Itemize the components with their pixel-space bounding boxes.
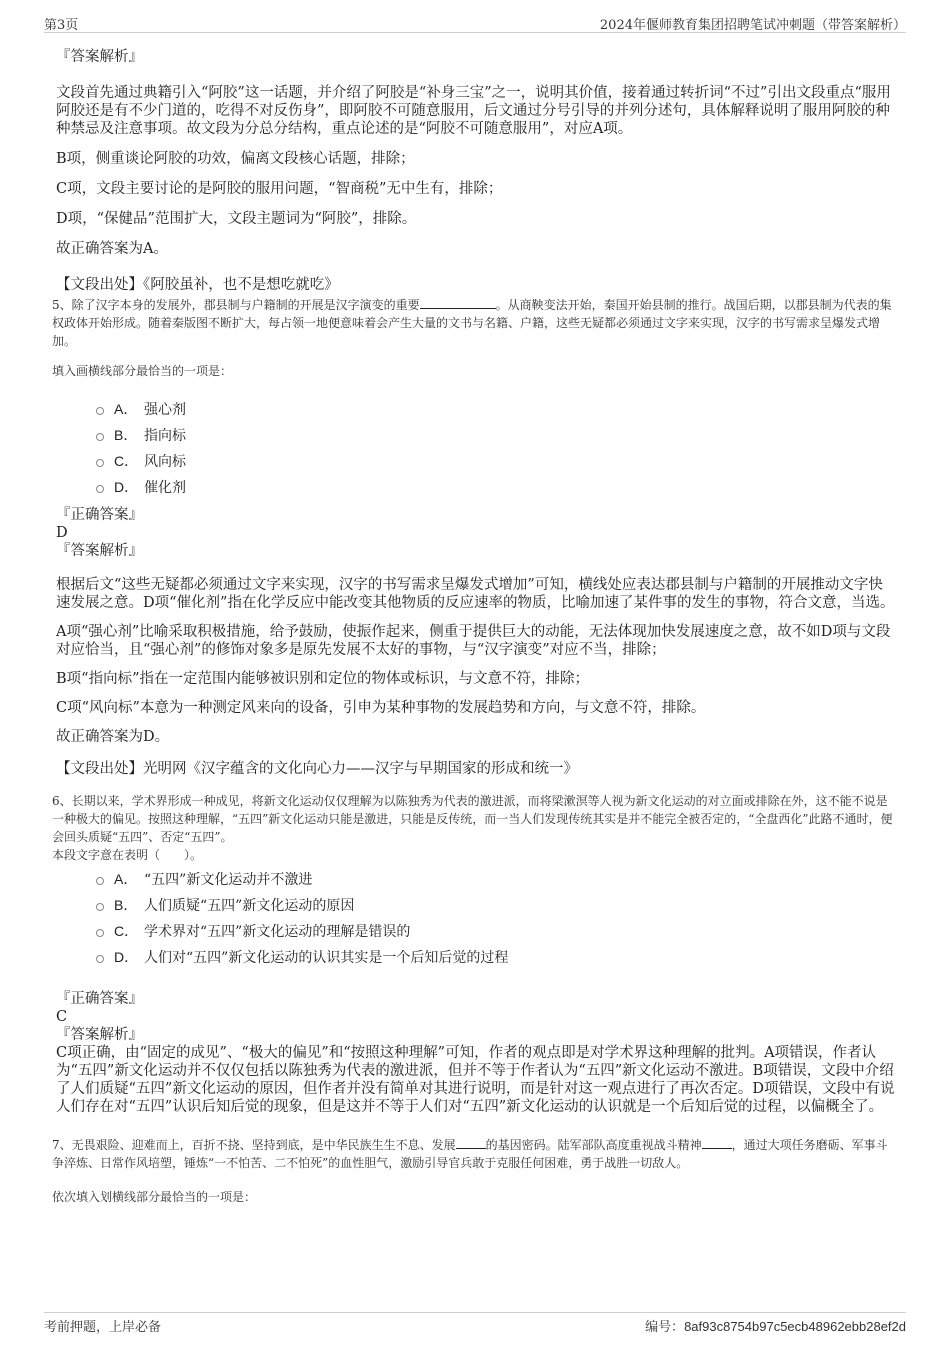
radio-icon[interactable] bbox=[96, 929, 104, 937]
q5-options bbox=[56, 396, 896, 500]
page-content bbox=[52, 44, 896, 1206]
q5-stem: 5、除了汉字本身的发展外，郡县制与户籍制的开展是汉字演变的重要 。从商鞅变法开始，秦国开始县制的推行。战国后期，以郡县制为代表的集权政体开始形成。随着秦版图不断扩大，每占领一地便意味着会产生大量的文书与名籍、户籍，这些无疑都必须通过文字来实现，汉字的书写需求呈爆发式增加。 bbox=[52, 298, 892, 348]
fill-blank bbox=[702, 1136, 732, 1149]
q6-answer-label: 『正确答案』 bbox=[56, 991, 143, 1007]
q6-option-b[interactable]: B． 人们质疑“五四”新文化运动的原因 bbox=[96, 892, 896, 918]
radio-icon[interactable] bbox=[96, 903, 104, 911]
q5-answer: D bbox=[56, 525, 68, 541]
radio-icon[interactable] bbox=[96, 955, 104, 963]
document-id: 编号：8af93c8754b97c5ecb48962ebb28ef2d bbox=[645, 1319, 906, 1334]
q5-option-a[interactable]: A． 强心剂 bbox=[96, 396, 896, 422]
q6-analysis-label: 『答案解析』 bbox=[56, 1027, 143, 1043]
q6-options bbox=[56, 866, 896, 970]
radio-icon[interactable] bbox=[96, 485, 104, 493]
q5-analysis-paragraph: A项“强心剂”比喻采取积极措施，给予鼓励，使振作起来，侧重于提供巨大的动能，无法体现加快发展速度之意，故不如D项与文段对应恰当，且“强心剂”的修饰对象多是原先发展不太好的事物，与“汉字演变”对应不当，排除； bbox=[56, 624, 891, 658]
radio-icon[interactable] bbox=[96, 877, 104, 885]
q5-option-b[interactable]: B． 指向标 bbox=[96, 422, 896, 448]
radio-icon[interactable] bbox=[96, 407, 104, 415]
footer-slogan: 考前押题，上岸必备 bbox=[44, 1320, 162, 1335]
q4-answer-conclusion: 故正确答案为A。 bbox=[56, 241, 168, 257]
q5-answer-label: 『正确答案』 bbox=[56, 507, 143, 523]
document-title: 2024年偃师教育集团招聘笔试冲刺题（带答案解析） bbox=[599, 18, 906, 33]
radio-icon[interactable] bbox=[96, 459, 104, 467]
page-number: 第3页 bbox=[44, 18, 79, 33]
q6-option-a[interactable]: A． “五四”新文化运动并不激进 bbox=[96, 866, 896, 892]
q7-stem: 7、无畏艰险、迎难而上，百折不挠、坚持到底，是中华民族生生不息、发展 的基因密码。陆军部队高度重视战斗精神 ，通过大项任务磨砺、军事斗争淬炼、日常作风培塑，锤炼“一不怕苦、二不怕死”的血性胆气，激励引导官兵敢于克服任何困难，勇于战胜一切敌人。 bbox=[52, 1138, 888, 1170]
q5-source: 【文段出处】光明网《汉字蕴含的文化向心力——汉字与早期国家的形成和统一》 bbox=[56, 761, 578, 777]
q4-source: 【文段出处】《阿胶虽补，也不是想吃就吃》 bbox=[56, 277, 339, 293]
q6-stem: 6、长期以来，学术界形成一种成见，将新文化运动仅仅理解为以陈独秀为代表的激进派，而将梁漱溟等人视为新文化运动的对立面或排除在外，这不能不说是一种极大的偏见。按照这种理解，“五四”新文化运动只能是激进，只能是反传统，而一当人们发现传统其实是并不能完全被否定的，“全盘西化”此路不通时，便会回头质疑“五四”、否定“五四”。 bbox=[52, 794, 893, 844]
q6-option-d[interactable]: D． 人们对“五四”新文化运动的认识其实是一个后知后觉的过程 bbox=[96, 944, 896, 970]
q5-answer-conclusion: 故正确答案为D。 bbox=[56, 729, 170, 745]
q6-prompt: 本段文字意在表明（ ）。 bbox=[52, 848, 203, 862]
q5-option-c[interactable]: C． 风向标 bbox=[96, 448, 896, 474]
q5-analysis-paragraph: 根据后文“这些无疑都必须通过文字来实现，汉字的书写需求呈爆发式增加”可知，横线处应表达郡县制与户籍制的开展推动文字快速发展之意。D项“催化剂”指在化学反应中能改变其他物质的反应速率的物质，比喻加速了某件事的发生的事物，符合文意，当选。 bbox=[56, 577, 895, 611]
q4-analysis-paragraph: B项，侧重谈论阿胶的功效，偏离文段核心话题，排除； bbox=[56, 151, 415, 167]
q5-analysis-paragraph: B项“指向标”指在一定范围内能够被识别和定位的物体或标识，与文意不符，排除； bbox=[56, 671, 589, 687]
fill-blank bbox=[420, 296, 496, 309]
fill-blank bbox=[456, 1136, 486, 1149]
page-footer bbox=[44, 1312, 906, 1335]
q6-option-c[interactable]: C． 学术界对“五四”新文化运动的理解是错误的 bbox=[96, 918, 896, 944]
q6-analysis-paragraph: C项正确，由“固定的成见”、“极大的偏见”和“按照这种理解”可知，作者的观点即是对学术界这种理解的批判。A项错误，作者认为“五四”新文化运动并不仅仅包括以陈独秀为代表的激进派，但并不等于作者认为“五四”新文化运动不激进。B项错误，文段中介绍了人们质疑“五四”新文化运动的原因，但作者并没有简单对其进行说明，而是针对这一观点进行了再次否定。D项错误，文段中有说人们存在对“五四”认识后知后觉的现象，但是这并不等于人们对“五四”新文化运动的认识就是一个后知后觉的过程，以偏概全了。 bbox=[56, 1045, 895, 1115]
q6-answer: C bbox=[56, 1009, 68, 1025]
page-header bbox=[44, 14, 906, 33]
q4-analysis-label: 『答案解析』 bbox=[56, 49, 143, 65]
radio-icon[interactable] bbox=[96, 433, 104, 441]
q4-analysis-paragraph: C项，文段主要讨论的是阿胶的服用问题，“智商税”无中生有，排除； bbox=[56, 181, 503, 197]
q5-analysis-label: 『答案解析』 bbox=[56, 543, 143, 559]
q4-analysis-paragraph: D项，“保健品”范围扩大，文段主题词为“阿胶”，排除。 bbox=[56, 211, 417, 227]
q4-analysis-paragraph: 文段首先通过典籍引入“阿胶”这一话题，并介绍了阿胶是“补身三宝”之一，说明其价值，接着通过转折词“不过”引出文段重点“服用阿胶还是有不少门道的，吃得不对反伤身”，即阿胶不可随意服用，后文通过分号引导的并列分述句，具体解释说明了服用阿胶的种种禁忌及注意事项。故文段为分总分结构，重点论述的是“阿胶不可随意服用”，对应A项。 bbox=[56, 85, 891, 137]
q5-option-d[interactable]: D． 催化剂 bbox=[96, 474, 896, 500]
q5-prompt: 填入画横线部分最恰当的一项是： bbox=[52, 364, 233, 378]
q5-analysis-paragraph: C项“风向标”本意为一种测定风来向的设备，引申为某种事物的发展趋势和方向，与文意不符，排除。 bbox=[56, 700, 706, 716]
q7-prompt: 依次填入划横线部分最恰当的一项是： bbox=[52, 1190, 257, 1204]
